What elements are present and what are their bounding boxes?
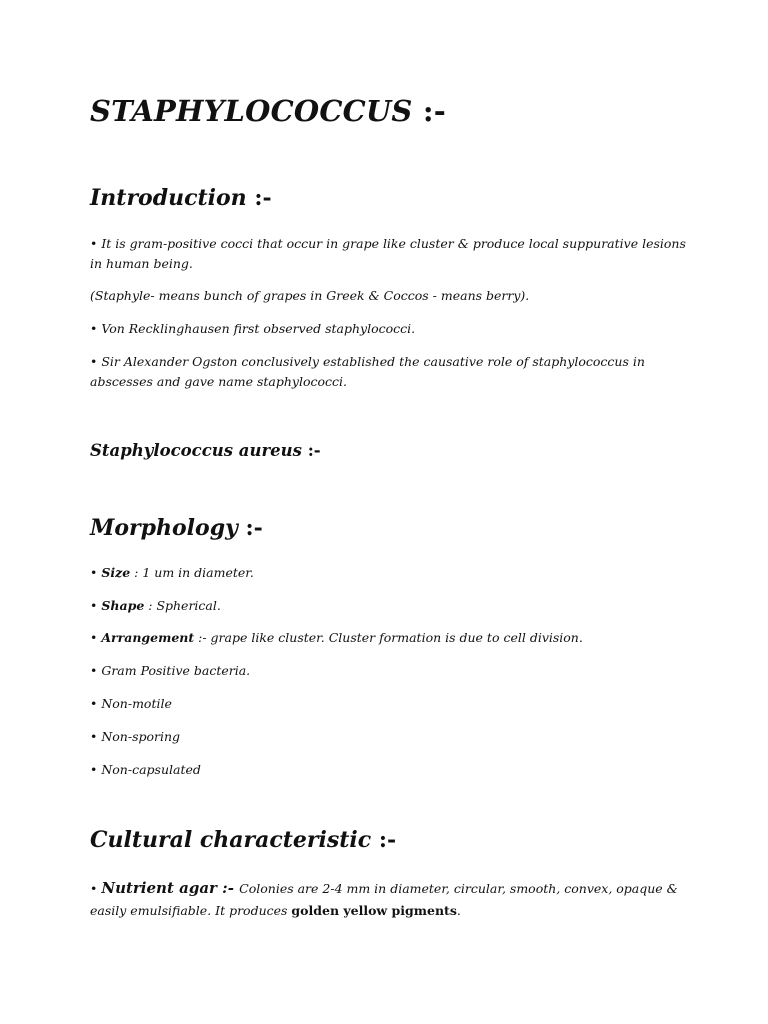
nutrient-agar-text: Colonies are 2-4 mm in diameter, circular, smooth, convex, opaque & easily emulsifiable. It produces (90, 881, 678, 918)
nutrient-agar-paragraph (90, 877, 690, 922)
introduction-heading (90, 185, 272, 211)
morphology-item-gram: • Gram Positive bacteria. (90, 663, 251, 678)
title-text: STAPHYLOCOCCUS (90, 94, 413, 128)
morphology-heading (90, 515, 263, 541)
morphology-item-motility: • Non-motile (90, 696, 172, 711)
introduction-item-2: (Staphyle- means bunch of grapes in Greek & Coccos - means berry). (90, 288, 530, 303)
arrangement-bullet: • (90, 630, 102, 645)
introduction-item-3: • Von Recklinghausen first observed staphylococci. (90, 321, 416, 336)
introduction-item-1: • It is gram-positive cocci that occur in grape like cluster & produce local suppurative lesions in human being. (90, 236, 686, 271)
size-value: : 1 um in diameter. (130, 565, 254, 580)
species-heading-separator: :- (301, 441, 321, 460)
cultural-heading-separator: :- (371, 827, 397, 853)
cultural-heading (90, 827, 396, 853)
morphology-item-capsule: • Non-capsulated (90, 762, 201, 777)
shape-value: : Spherical. (144, 598, 221, 613)
page-title (90, 94, 446, 128)
golden-pigments-text: golden yellow pigments (291, 903, 457, 918)
shape-bullet: • (90, 598, 102, 613)
morphology-shape (90, 596, 690, 616)
species-heading-text: Staphylococcus aureus (90, 441, 302, 460)
morphology-heading-text: Morphology (90, 515, 238, 541)
introduction-item-4: • Sir Alexander Ogston conclusively established the causative role of staphylococcus in abscesses and gave name staphylococci. (90, 354, 645, 389)
morphology-arrangement (90, 628, 690, 648)
shape-label: Shape (101, 598, 145, 613)
size-label: Size (101, 565, 131, 580)
morphology-heading-separator: :- (237, 515, 263, 541)
introduction-heading-separator: :- (246, 185, 272, 211)
nutrient-bullet: • (90, 881, 102, 896)
morphology-item-sporing: • Non-sporing (90, 729, 181, 744)
nutrient-agar-separator: :- (216, 879, 240, 897)
arrangement-label: Arrangement (101, 630, 195, 645)
cultural-heading-text: Cultural characteristic (90, 827, 372, 853)
title-separator: :- (412, 94, 446, 128)
species-heading (90, 441, 321, 460)
arrangement-value: :- grape like cluster. Cluster formation is due to cell division. (194, 630, 583, 645)
morphology-size (90, 563, 690, 583)
introduction-heading-text: Introduction (90, 185, 247, 211)
size-bullet: • (90, 565, 102, 580)
nutrient-agar-label: Nutrient agar (101, 879, 217, 897)
nutrient-agar-end: . (456, 903, 461, 918)
